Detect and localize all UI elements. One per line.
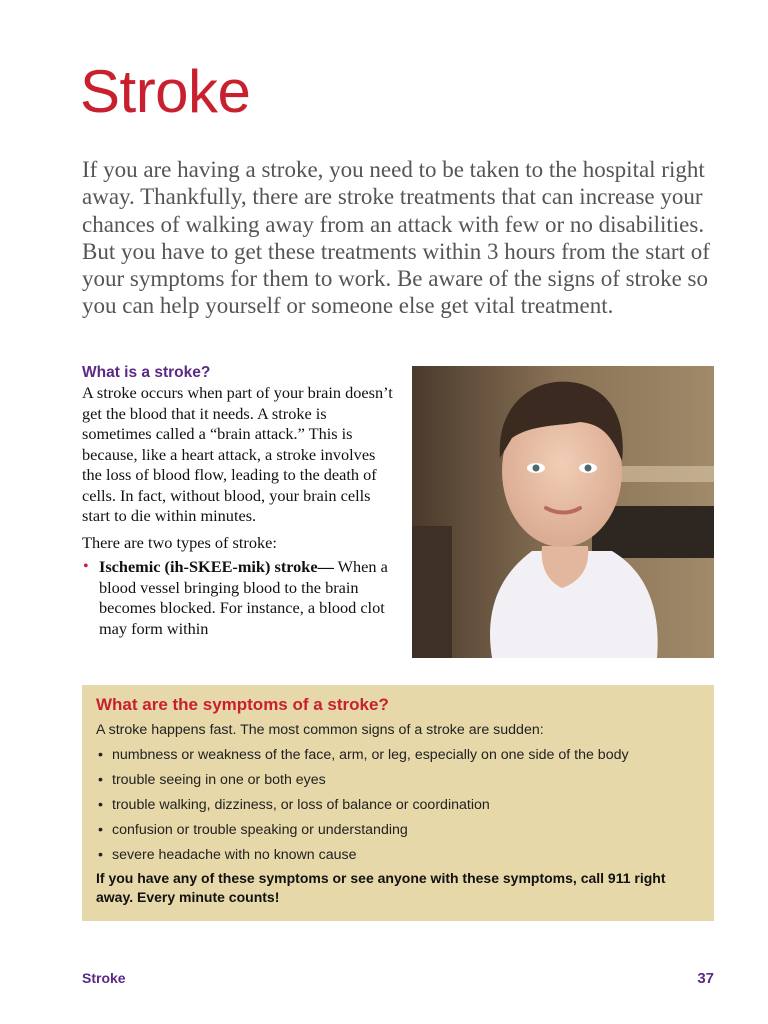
section-heading: What is a stroke? bbox=[82, 364, 211, 381]
intro-text: If you are having a stroke, you need to be taken to the hospital right away. Thankfully, there are stroke treatments that can increase your chances of walking away from an attack with few or no disabilities. But you have to get these treatments within 3 hours from the start of your symptoms for them to work. Be aware of the signs of stroke so you can help yourself or someone else get vital treatment. bbox=[82, 157, 710, 319]
symptoms-intro: A stroke happens fast. The most common signs of a stroke are sudden: bbox=[96, 722, 544, 738]
footer-section-title: Stroke bbox=[82, 970, 126, 986]
stroke-type-name: Ischemic (ih-SKEE-mik) stroke— bbox=[99, 557, 334, 576]
intro-paragraph bbox=[82, 156, 722, 320]
symptoms-heading: What are the symptoms of a stroke? bbox=[96, 695, 389, 714]
list-item bbox=[96, 843, 700, 868]
symptom-text: numbness or weakness of the face, arm, or leg, especially on one side of the body bbox=[112, 747, 629, 763]
symptom-text: trouble walking, dizziness, or loss of balance or coordination bbox=[112, 797, 490, 813]
bullet-icon: • bbox=[98, 747, 103, 763]
stroke-type-description: When a blood vessel bringing blood to the brain becomes blocked. For instance, a blood clot may form within bbox=[99, 557, 388, 638]
symptoms-box bbox=[82, 685, 714, 921]
bullet-icon: • bbox=[98, 822, 103, 838]
symptom-text: severe headache with no known cause bbox=[112, 847, 357, 863]
list-item bbox=[96, 768, 700, 793]
symptom-text: trouble seeing in one or both eyes bbox=[112, 772, 326, 788]
page-title: Stroke bbox=[80, 58, 251, 125]
bullet-icon: • bbox=[98, 772, 103, 788]
list-item bbox=[82, 557, 397, 639]
what-is-stroke-section bbox=[82, 363, 397, 639]
stroke-types-list bbox=[82, 557, 397, 639]
symptoms-list bbox=[96, 743, 700, 868]
list-item bbox=[96, 793, 700, 818]
page-number: 37 bbox=[697, 970, 714, 987]
woman-portrait-photo bbox=[412, 366, 714, 658]
definition-paragraph: A stroke occurs when part of your brain doesn’t get the blood that it needs. A stroke is sometimes called a “brain attack.” This is because, like a heart attack, a stroke involves the loss of blood flow, leading to the death of cells. In fact, without blood, your brain cells start to die within minutes. bbox=[82, 383, 393, 525]
list-item bbox=[96, 743, 700, 768]
portrait-illustration bbox=[412, 366, 714, 658]
types-intro: There are two types of stroke: bbox=[82, 532, 277, 552]
bullet-icon: • bbox=[83, 558, 89, 575]
list-item bbox=[96, 818, 700, 843]
bullet-icon: • bbox=[98, 797, 103, 813]
symptom-text: confusion or trouble speaking or understanding bbox=[112, 822, 408, 838]
bullet-icon: • bbox=[98, 847, 103, 863]
emergency-warning: If you have any of these symptoms or see anyone with these symptoms, call 911 right away. Every minute counts! bbox=[96, 870, 666, 905]
